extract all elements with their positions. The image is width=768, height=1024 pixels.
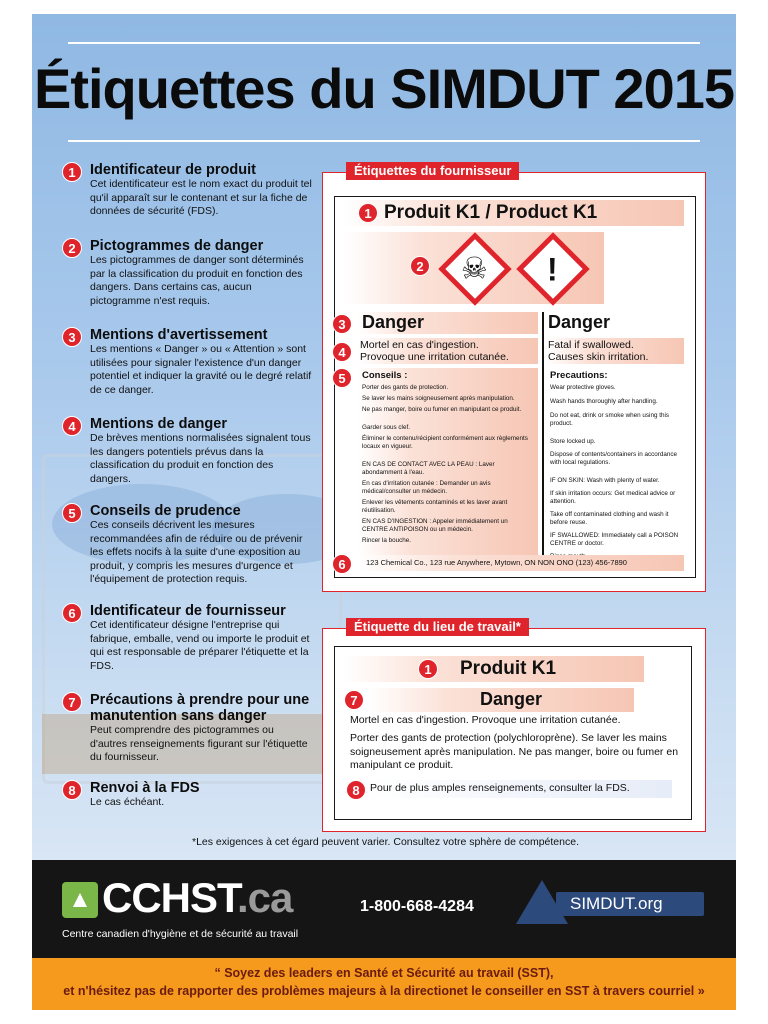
phone-number: 1-800-668-4284 (360, 898, 474, 915)
item-safe-handling (62, 692, 312, 765)
conseil-line: Garder sous clef. (362, 424, 410, 431)
number-badge: 5 (332, 368, 352, 388)
workplace-precaution-text: Porter des gants de protection (polychloroprène). Se laver les mains soigneusement après manipulation. Ne pas manger, boire ou fumer en manipulant ce produit. (350, 732, 679, 771)
workplace-product-row (344, 656, 644, 682)
item-text: Cet identificateur désigne l'entreprise qui fabrique, emballe, vend ou importe le produit et qui est responsable de préparer l'étiquette et la FDS. (90, 619, 310, 672)
item-hazard-pictograms (62, 238, 312, 308)
item-text: Le cas échéant. (90, 796, 165, 808)
item-heading: Conseils de prudence (90, 503, 241, 519)
banner-line-2: et n'hésitez pas de rapporter des problèmes majeurs à la directionet le conseiller en SST à travers courriel » (63, 984, 705, 998)
supplier-product-name: Produit K1 / Product K1 (384, 202, 598, 223)
precautions-block (550, 370, 686, 561)
logo-domain-text: .ca (237, 874, 293, 921)
number-badge: 2 (410, 256, 430, 276)
cchst-logo (102, 874, 292, 922)
precaution-line: IF ON SKIN: Wash with plenty of water. (550, 477, 660, 484)
item-text: Les mentions « Danger » ou « Attention » sont utilisées pour signaler l'existence d'un danger potentiel et indiquer la gravité ou le degré relatif de ce danger. (90, 343, 312, 396)
maple-leaf-icon: ▲ (68, 886, 92, 913)
number-badge: 7 (344, 690, 364, 710)
item-text: Les pictogrammes de danger sont déterminés par la classification du produit en fonction des dangers. Dans certains cas, aucun pictogramme n'est requis. (90, 254, 304, 307)
precaution-line: Do not eat, drink or smoke when using this product. (550, 412, 670, 427)
item-heading: Identificateur de fournisseur (90, 603, 286, 619)
title-rule (68, 140, 700, 142)
sds-ref-row (366, 780, 672, 798)
item-heading: Mentions de danger (90, 416, 227, 432)
precaution-line: Dispose of contents/containers in accordance with local regulations. (550, 451, 678, 466)
item-heading: Renvoi à la FDS (90, 780, 200, 796)
item-text: Peut comprendre des pictogrammes ou d'autres renseignements figurant sur l'étiquette du fournisseur. (90, 724, 308, 763)
simdut-text: SIMDUT.org (570, 894, 663, 913)
number-badge: 1 (418, 659, 438, 679)
top-rule (68, 42, 700, 44)
precaution-line: Wear protective gloves. (550, 384, 616, 391)
conseil-line: Porter des gants de protection. (362, 384, 449, 391)
number-badge: 4 (62, 416, 82, 436)
danger-fr-row (358, 312, 538, 334)
conseils-block (358, 368, 538, 560)
conseil-line: Enlever les vêtements contaminés et les laver avant réutilisation. (362, 499, 508, 514)
conseil-line: Se laver les mains soigneusement après manipulation. (362, 395, 515, 402)
precautions-label: Precautions: (550, 370, 608, 381)
workplace-product-name: Produit K1 (460, 658, 557, 679)
number-badge: 6 (62, 603, 82, 623)
supplier-label-tab: Étiquettes du fournisseur (346, 162, 519, 180)
item-signal-words (62, 327, 312, 397)
workplace-label-tab: Étiquette du lieu de travail* (346, 618, 529, 636)
conseil-line: Rincer la bouche. (362, 537, 412, 544)
workplace-signal-word: Danger (480, 689, 543, 709)
item-heading: Mentions d'avertissement (90, 327, 268, 343)
item-precautionary-statements (62, 503, 312, 587)
supplier-id-text: 123 Chemical Co., 123 rue Anywhere, Mytown, ON NON ONO (123) 456-7890 (366, 558, 627, 567)
number-badge: 3 (332, 314, 352, 334)
product-row (344, 200, 684, 226)
number-badge: 1 (358, 203, 378, 223)
item-heading: Pictogrammes de danger (90, 238, 264, 254)
safety-banner (32, 958, 736, 1010)
number-badge: 2 (62, 238, 82, 258)
hazard-en-2: Causes skin irritation. (548, 351, 649, 363)
precaution-line: Wash hands thoroughly after handling. (550, 398, 658, 405)
sds-ref-text: Pour de plus amples renseignements, consulter la FDS. (370, 782, 630, 794)
conseils-label: Conseils : (362, 370, 408, 381)
number-badge: 4 (332, 342, 352, 362)
footnote: *Les exigences à cet égard peuvent varier. Consultez votre sphère de compétence. (192, 836, 579, 848)
workplace-hazard-text: Mortel en cas d'ingestion. Provoque une irritation cutanée. (350, 714, 621, 726)
item-heading: Précautions à prendre pour une manutention sans danger (90, 692, 310, 724)
hazard-fr-1: Mortel en cas d'ingestion. (360, 339, 479, 351)
item-hazard-statements (62, 416, 312, 486)
signal-word-en: Danger (548, 312, 611, 332)
item-text: De brèves mentions normalisées signalent tous les dangers potentiels prévus dans la classification du produit en fonction des dangers. (90, 432, 311, 485)
number-badge: 7 (62, 692, 82, 712)
signal-word-fr: Danger (362, 312, 425, 332)
item-supplier-identifier (62, 603, 312, 673)
precaution-line: If skin irritation occurs: Get medical advice or attention. (550, 490, 676, 505)
workplace-danger-row (368, 688, 634, 712)
exclamation-icon: ! (546, 251, 558, 288)
conseil-line: Éliminer le contenu/récipient conformément aux règlements locaux en vigueur. (362, 435, 528, 450)
number-badge: 1 (62, 162, 82, 182)
conseil-line: EN CAS DE CONTACT AVEC LA PEAU : Laver abondamment à l'eau. (362, 461, 495, 476)
conseil-line: Ne pas manger, boire ou fumer en manipulant ce produit. (362, 406, 522, 413)
item-text: Cet identificateur est le nom exact du produit tel qu'il apparaît sur le contenant et sur la fiche de données de sécurité (FDS). (90, 178, 312, 217)
hazard-fr-row (358, 338, 538, 364)
precaution-line: IF SWALLOWED: Immediately call a POISON CENTRE or doctor. (550, 532, 679, 547)
cchst-logo-icon (62, 882, 98, 918)
simdut-logo (556, 892, 704, 916)
item-product-identifier (62, 162, 312, 219)
item-sds-reference (62, 780, 312, 810)
column-divider (542, 312, 544, 560)
poster (32, 14, 736, 1010)
item-text: Ces conseils décrivent les mesures recommandées afin de réduire ou de prévenir les effets nocifs à la suite d'une exposition au produit, y compris les mesures d'urgence et l'équipement de protection requis. (90, 519, 303, 585)
number-badge: 5 (62, 503, 82, 523)
number-badge: 8 (62, 780, 82, 800)
precaution-line: Take off contaminated clothing and wash it before reuse. (550, 511, 669, 526)
page-title: Étiquettes du SIMDUT 2015 (33, 57, 735, 120)
banner-line-1: “ Soyez des leaders en Santé et Sécurité au travail (SST), (214, 966, 554, 980)
conseil-line: EN CAS D'INGESTION : Appeler immédiatement un CENTRE ANTIPOISON ou un médecin. (362, 518, 508, 533)
hazard-en-row (546, 338, 684, 364)
precaution-line: Store locked up. (550, 438, 596, 445)
hazard-en-1: Fatal if swallowed. (548, 339, 634, 351)
logo-main-text: CCHST (102, 874, 238, 921)
conseil-line: En cas d'irritation cutanée : Demander un avis médical/consulter un médecin. (362, 480, 491, 495)
hazard-fr-2: Provoque une irritation cutanée. (360, 351, 509, 363)
number-badge: 3 (62, 327, 82, 347)
number-badge: 6 (332, 554, 352, 574)
cchst-tagline: Centre canadien d'hygiène et de sécurité au travail (62, 928, 299, 940)
supplier-id-row (358, 555, 684, 571)
number-badge: 8 (346, 780, 366, 800)
footer-bar (32, 860, 736, 958)
item-heading: Identificateur de produit (90, 162, 256, 178)
skull-icon: ☠ (460, 252, 488, 286)
